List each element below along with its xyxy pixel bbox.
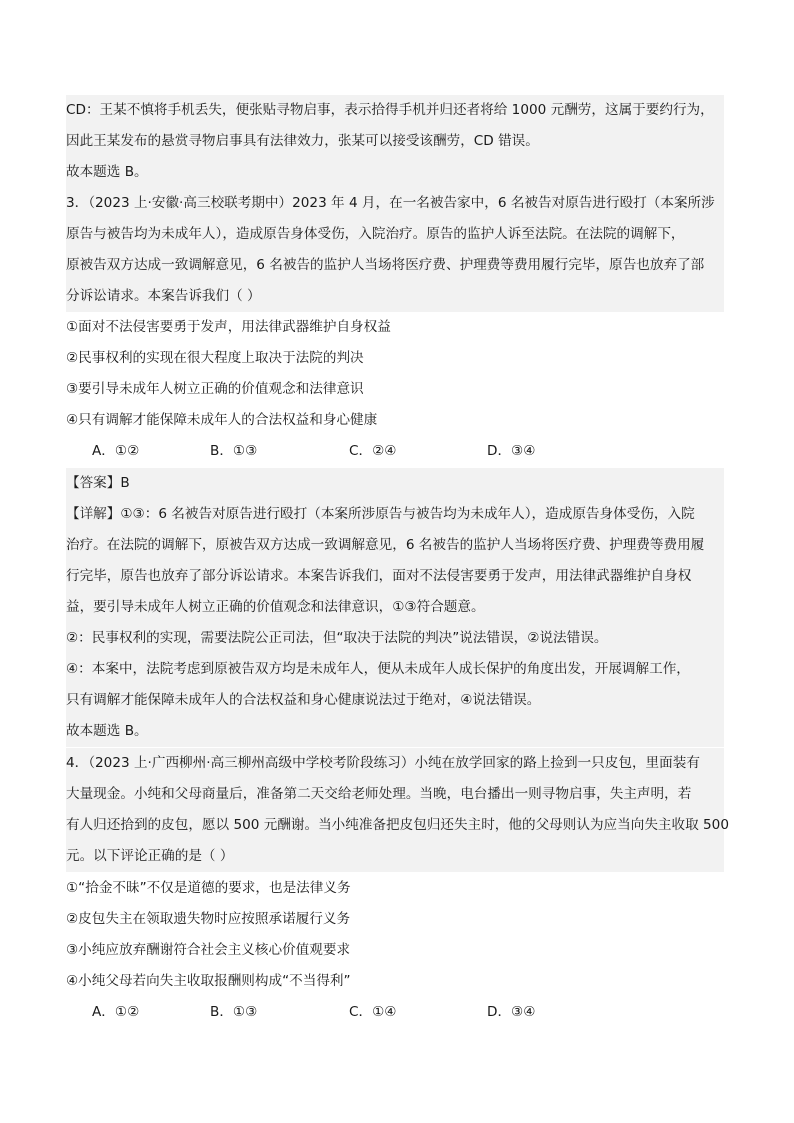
text-line: 因此王某发布的悬赏寻物启事具有法律效力，张某可以接受该酬劳，CD 错误。 — [66, 133, 539, 149]
question4-stem — [66, 748, 729, 872]
text-line: 原被告双方达成一致调解意见，6 名被告的监护人当场将医疗费、护理费等费用履行完毕，原告也放弃了部 — [66, 257, 705, 273]
text-line: 4．（2023 上·广西柳州·高三柳州高级中学校考阶段练习）小纯在放学回家的路上捡到一只皮包，里面装有 — [66, 755, 700, 771]
text-line: 分诉讼请求。本案告诉我们（ ） — [66, 288, 261, 304]
text-line: 故本题选 B。 — [66, 164, 148, 180]
choice-item: ①面对不法侵害要勇于发声，用法律武器维护自身权益 — [66, 319, 391, 335]
prev-analysis-block — [66, 95, 724, 188]
choice-item: ①“拾金不昧”不仅是道德的要求，也是法律义务 — [66, 880, 351, 896]
option-b: B．①③ — [210, 1004, 258, 1020]
choice-item: ②民事权利的实现在很大程度上取决于法院的判决 — [66, 350, 364, 366]
text-line: ②：民事权利的实现，需要法院公正司法，但“取决于法院的判决”说法错误，②说法错误。 — [66, 630, 608, 646]
text-line: 原告与被告均为未成年人），造成原告身体受伤，入院治疗。原告的监护人诉至法院。在法院的调解下， — [66, 226, 685, 242]
option-a: A．①② — [92, 1004, 140, 1020]
question3-options — [66, 436, 724, 467]
question4-items — [66, 873, 724, 1028]
text-line: 故本题选 B。 — [66, 723, 148, 739]
text-line: 治疗。在法院的调解下，原被告双方达成一致调解意见，6 名被告的监护人当场将医疗费、护理费等费用履 — [66, 537, 705, 553]
text-line: ④：本案中，法院考虑到原被告双方均是未成年人，便从未成年人成长保护的角度出发，开展调解工作， — [66, 661, 690, 677]
choice-item: ④只有调解才能保障未成年人的合法权益和身心健康 — [66, 412, 378, 428]
text-line: 益，要引导未成年人树立正确的价值观念和法律意识，①③符合题意。 — [66, 599, 485, 615]
text-line: 3．（2023 上·安徽·高三校联考期中）2023 年 4 月，在一名被告家中，6 名被告对原告进行殴打（本案所涉 — [66, 195, 715, 211]
text-line: CD：王某不慎将手机丢失，便张贴寻物启事，表示拾得手机并归还者将给 1000 元酬劳，这属于要约行为， — [66, 102, 714, 118]
option-c: C．①④ — [349, 1004, 397, 1020]
answer-label: 【答案】B — [66, 475, 130, 491]
question4-options — [66, 997, 724, 1028]
option-b: B．①③ — [210, 443, 258, 459]
text-line: 大量现金。小纯和父母商量后，准备第二天交给老师处理。当晚，电台播出一则寻物启事，失主声明，若 — [66, 786, 692, 802]
question3-stem — [66, 188, 724, 312]
question3-items — [66, 312, 724, 467]
text-line: 有人归还拾到的皮包，愿以 500 元酬谢。当小纯准备把皮包归还失主时，他的父母则认为应当向失主收取 500 — [66, 817, 729, 833]
text-line: 【详解】①③：6 名被告对原告进行殴打（本案所涉原告与被告均为未成年人），造成原告身体受伤，入院 — [66, 506, 695, 522]
choice-item: ③小纯应放弃酬谢符合社会主义核心价值观要求 — [66, 942, 351, 958]
option-a: A．①② — [92, 443, 140, 459]
option-d: D．③④ — [487, 443, 536, 459]
option-c: C．②④ — [349, 443, 397, 459]
option-d: D．③④ — [487, 1004, 536, 1020]
text-line: 元。以下评论正确的是（ ） — [66, 848, 234, 864]
choice-item: ②皮包失主在领取遗失物时应按照承诺履行义务 — [66, 911, 351, 927]
choice-item: ④小纯父母若向失主收取报酬则构成“不当得利” — [66, 973, 351, 989]
choice-item: ③要引导未成年人树立正确的价值观念和法律意识 — [66, 381, 364, 397]
text-line: 只有调解才能保障未成年人的合法权益和身心健康说法过于绝对，④说法错误。 — [66, 692, 541, 708]
text-line: 行完毕，原告也放弃了部分诉讼请求。本案告诉我们，面对不法侵害要勇于发声，用法律武器维护自身权 — [66, 568, 692, 584]
question3-answer-block — [66, 468, 724, 747]
